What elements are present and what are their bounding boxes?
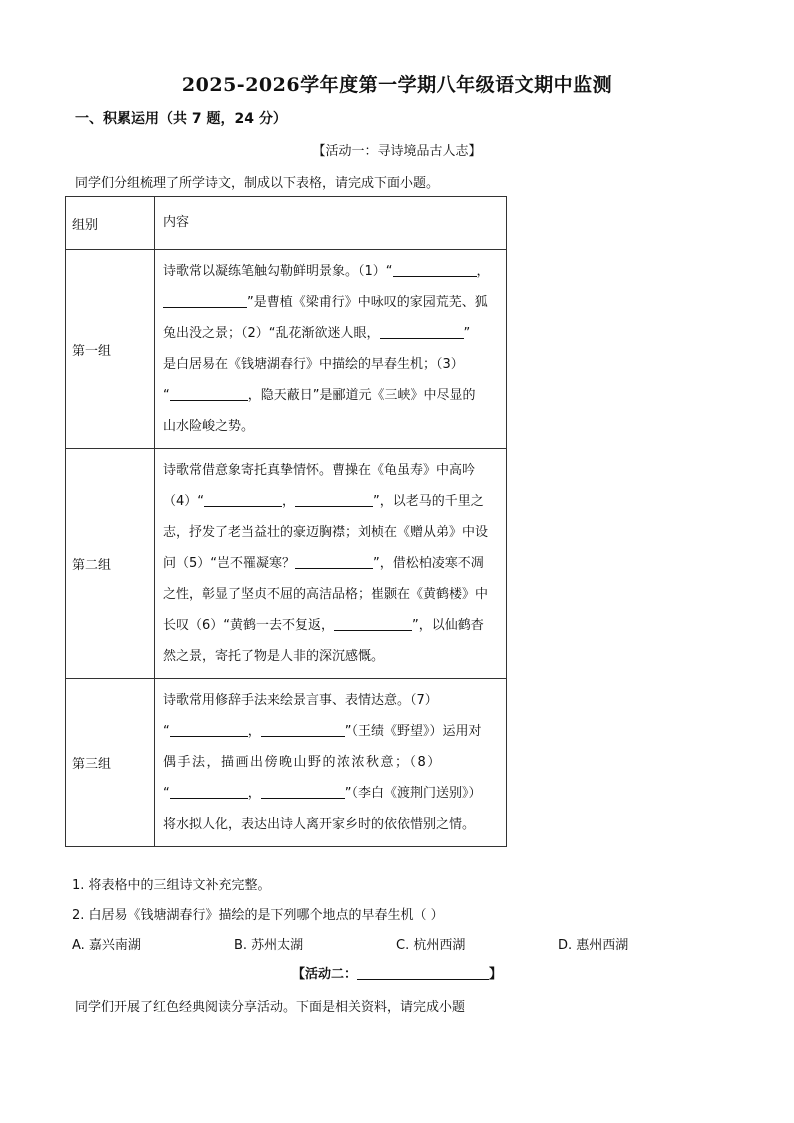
section-heading: 一、积累运用（共 7 题，24 分） — [75, 111, 287, 127]
content-line: 诗歌常用修辞手法来绘景言事、表情达意。（7） — [163, 693, 438, 708]
content-line: 志，抒发了老当益壮的豪迈胸襟；刘桢在《赠从弟》中设 — [163, 525, 489, 540]
content-line: 是白居易在《钱塘湖春行》中描绘的早春生机；（3） — [163, 357, 464, 372]
content-line: “ ， ”（王绩《野望》）运用对 — [163, 724, 482, 739]
content-line: 诗歌常以凝练笔触勾勒鲜明景象。（1）“ ， — [163, 264, 490, 279]
table-row — [66, 250, 507, 449]
content-cell — [155, 250, 507, 449]
content-line: 之性，彰显了坚贞不屈的高洁品格；崔颢在《黄鹤楼》中 — [163, 587, 489, 602]
fill-blank[interactable] — [334, 616, 412, 631]
fill-blank[interactable] — [204, 492, 282, 507]
content-line: 兔出没之景；（2）“乱花渐欲迷人眼， ” — [163, 326, 471, 341]
intro-text-2: 同学们开展了红色经典阅读分享活动。下面是相关资料，请完成小题 — [75, 1000, 466, 1015]
poetry-table — [65, 196, 507, 847]
fill-blank[interactable] — [357, 965, 489, 980]
activity-one-heading: 【活动一：寻诗境品古人志】 — [312, 144, 482, 159]
content-line: “ ， ”（李白《渡荆门送别》） — [163, 786, 482, 801]
activity-two-heading: 【活动二： 】 — [291, 967, 503, 982]
content-cell — [155, 449, 507, 679]
content-line: 诗歌常借意象寄托真挚情怀。曹操在《龟虽寿》中高吟 — [163, 463, 476, 478]
intro-text: 同学们分组梳理了所学诗文，制成以下表格，请完成下面小题。 — [75, 176, 440, 191]
content-line: 长叹（6）“黄鹤一去不复返， ”，以仙鹤杳 — [163, 618, 484, 633]
group-cell: 第三组 — [66, 679, 155, 847]
header-group-cell: 组别 — [66, 197, 155, 250]
fill-blank[interactable] — [261, 784, 345, 799]
option-c[interactable]: C. 杭州西湖 — [396, 938, 466, 953]
table-header-row — [66, 197, 507, 250]
content-line: 问（5）“岂不罹凝寒？ ”，借松柏凌寒不凋 — [163, 556, 484, 571]
fill-blank[interactable] — [170, 722, 248, 737]
group-cell: 第二组 — [66, 449, 155, 679]
table-row — [66, 679, 507, 847]
fill-blank[interactable] — [393, 262, 477, 277]
question-1: 1. 将表格中的三组诗文补充完整。 — [72, 878, 271, 893]
content-cell — [155, 679, 507, 847]
option-a[interactable]: A. 嘉兴南湖 — [72, 938, 141, 953]
question-2: 2. 白居易《钱塘湖春行》描绘的是下列哪个地点的早春生机（ ） — [72, 908, 444, 923]
content-line: 将水拟人化，表达出诗人离开家乡时的依依惜别之情。 — [163, 817, 476, 832]
fill-blank[interactable] — [170, 386, 248, 401]
content-line: （4）“ ， ”，以老马的千里之 — [163, 494, 484, 509]
page-title: 2025-2026学年度第一学期八年级语文期中监测 — [181, 74, 613, 96]
content-line: “ ，隐天蔽日”是郦道元《三峡》中尽显的 — [163, 388, 476, 403]
option-b[interactable]: B. 苏州太湖 — [234, 938, 304, 953]
group-cell: 第一组 — [66, 250, 155, 449]
fill-blank[interactable] — [261, 722, 345, 737]
option-d[interactable]: D. 惠州西湖 — [558, 938, 629, 953]
fill-blank[interactable] — [170, 784, 248, 799]
header-content-cell: 内容 — [155, 197, 507, 250]
fill-blank[interactable] — [380, 324, 464, 339]
content-line: 山水险峻之势。 — [163, 419, 255, 434]
table-row — [66, 449, 507, 679]
content-line: 偶手法，描画出傍晚山野的浓浓秋意；（8） — [163, 755, 442, 770]
fill-blank[interactable] — [163, 293, 247, 308]
content-line: 然之景，寄托了物是人非的深沉感慨。 — [163, 649, 385, 664]
fill-blank[interactable] — [295, 492, 373, 507]
content-line: ”是曹植《梁甫行》中咏叹的家园荒芜、狐 — [163, 287, 498, 318]
fill-blank[interactable] — [295, 554, 373, 569]
